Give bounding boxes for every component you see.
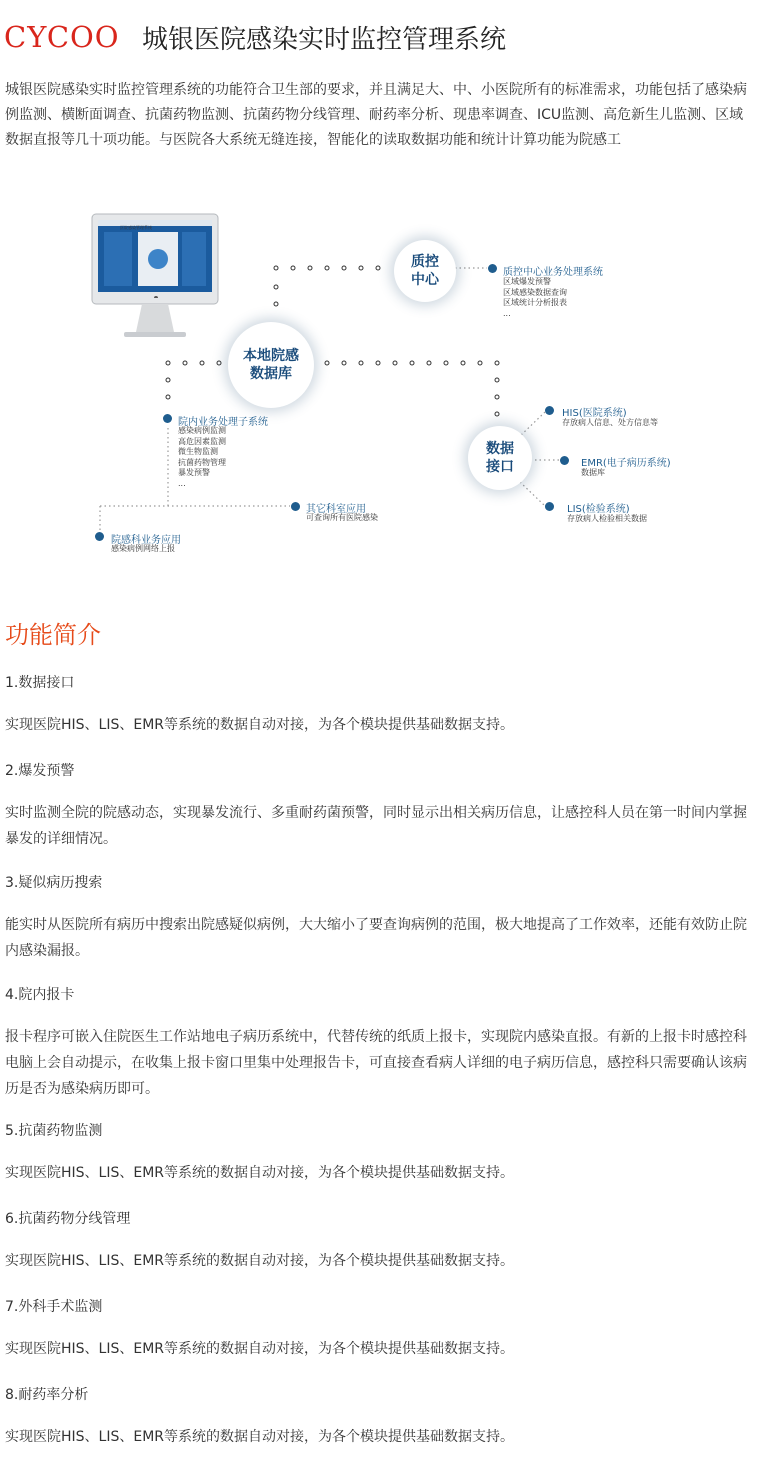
function-description: 实现医院HIS、LIS、EMR等系统的数据自动对接，为各个模块提供基础数据支持。 — [5, 1253, 515, 1269]
infection-dept-desc: 感染病例网络上报 — [111, 544, 175, 553]
hospital-business-title: 院内业务处理子系统 — [178, 417, 268, 428]
function-heading: 1.数据接口 — [5, 675, 75, 691]
function-heading: 4.院内报卡 — [5, 987, 75, 1003]
infection-dept-title: 院感科业务应用 — [111, 535, 181, 546]
qc-center-node: 质控 中心 — [394, 240, 456, 302]
local-db-node: 本地院感 数据库 — [228, 322, 314, 408]
section-title: 功能简介 — [5, 621, 101, 649]
hospital-business-items: 感染病例监测 高危因素监测 微生物监测 抗菌药物管理 暴发预警 ... — [178, 426, 226, 488]
monitor-screen-title: 医院感染管理系统 — [120, 225, 152, 230]
function-heading: 6.抗菌药物分线管理 — [5, 1211, 131, 1227]
function-description: 报卡程序可嵌入住院医生工作站地电子病历系统中，代替传统的纸质上报卡，实现院内感染直报。有新的上报卡时感控科电脑上会自动提示，在收集上报卡窗口里集中处理报告卡，可直接查看病人详细的电子病历信息，感控科只需要确认该病历是否为感染病历即可。 — [5, 1029, 747, 1097]
function-heading: 3.疑似病历搜索 — [5, 875, 103, 891]
qc-business-title: 质控中心业务处理系统 — [503, 267, 603, 278]
function-description: 实现医院HIS、LIS、EMR等系统的数据自动对接，为各个模块提供基础数据支持。 — [5, 1341, 515, 1357]
intro-paragraph: 城银医院感染实时监控管理系统的功能符合卫生部的要求，并且满足大、中、小医院所有的标准需求，功能包括了感染病例监测、横断面调查、抗菌药物监测、抗菌药物分线管理、耐药率分析、现患率调查、ICU监测、高危新生儿监测、区域数据直报等几十项功能。与医院各大系统无缝连接，智能化的读取数据功能和统计计算功能为院感工 — [5, 82, 747, 148]
function-description: 实现医院HIS、LIS、EMR等系统的数据自动对接，为各个模块提供基础数据支持。 — [5, 717, 515, 733]
function-item — [5, 872, 750, 964]
infection-dept-bullet — [95, 532, 104, 541]
function-heading: 5.抗菌药物监测 — [5, 1123, 103, 1139]
function-item — [5, 672, 750, 738]
other-dept-desc: 可查询所有医院感染 — [306, 513, 378, 522]
lis-bullet — [545, 502, 554, 511]
function-heading: 2.爆发预警 — [5, 763, 75, 779]
hospital-business-bullet — [163, 414, 172, 423]
page-title: 城银医院感染实时监控管理系统 — [142, 25, 507, 55]
architecture-diagram — [0, 200, 760, 580]
function-item — [5, 1120, 750, 1186]
computer-monitor-icon — [90, 212, 220, 342]
function-description: 实现医院HIS、LIS、EMR等系统的数据自动对接，为各个模块提供基础数据支持。 — [5, 1165, 515, 1181]
function-description: 实现医院HIS、LIS、EMR等系统的数据自动对接，为各个模块提供基础数据支持。 — [5, 1429, 515, 1445]
qc-business-bullet — [488, 264, 497, 273]
function-item — [5, 1296, 750, 1362]
his-desc: 存放病人信息、处方信息等 — [562, 418, 658, 427]
brand-logo: CYCOO — [4, 20, 120, 54]
function-description: 能实时从医院所有病历中搜索出院感疑似病例，大大缩小了要查询病例的范围，极大地提高了工作效率，还能有效防止院内感染漏报。 — [5, 917, 747, 959]
function-description: 实时监测全院的院感动态，实现暴发流行、多重耐药菌预警，同时显示出相关病历信息，让感控科人员在第一时间内掌握暴发的详细情况。 — [5, 805, 747, 847]
his-bullet — [545, 406, 554, 415]
emr-desc: 数据库 — [581, 468, 605, 477]
emr-bullet — [560, 456, 569, 465]
qc-business-items: 区域爆发预警 区域感染数据查询 区域统计分析报表 ... — [503, 277, 567, 318]
function-item — [5, 1384, 750, 1450]
function-heading: 7.外科手术监测 — [5, 1299, 103, 1315]
function-item — [5, 1208, 750, 1274]
function-item — [5, 760, 750, 852]
emr-title: EMR(电子病历系统) — [581, 458, 671, 469]
other-dept-bullet — [291, 502, 300, 511]
other-dept-title: 其它科室应用 — [306, 504, 366, 515]
function-item — [5, 984, 750, 1102]
lis-desc: 存放病人检验相关数据 — [567, 514, 647, 523]
lis-title: LIS(检验系统) — [567, 504, 630, 515]
data-interface-node: 数据 接口 — [468, 426, 532, 490]
his-title: HIS(医院系统) — [562, 408, 627, 419]
function-heading: 8.耐药率分析 — [5, 1387, 89, 1403]
page-header — [0, 0, 760, 68]
